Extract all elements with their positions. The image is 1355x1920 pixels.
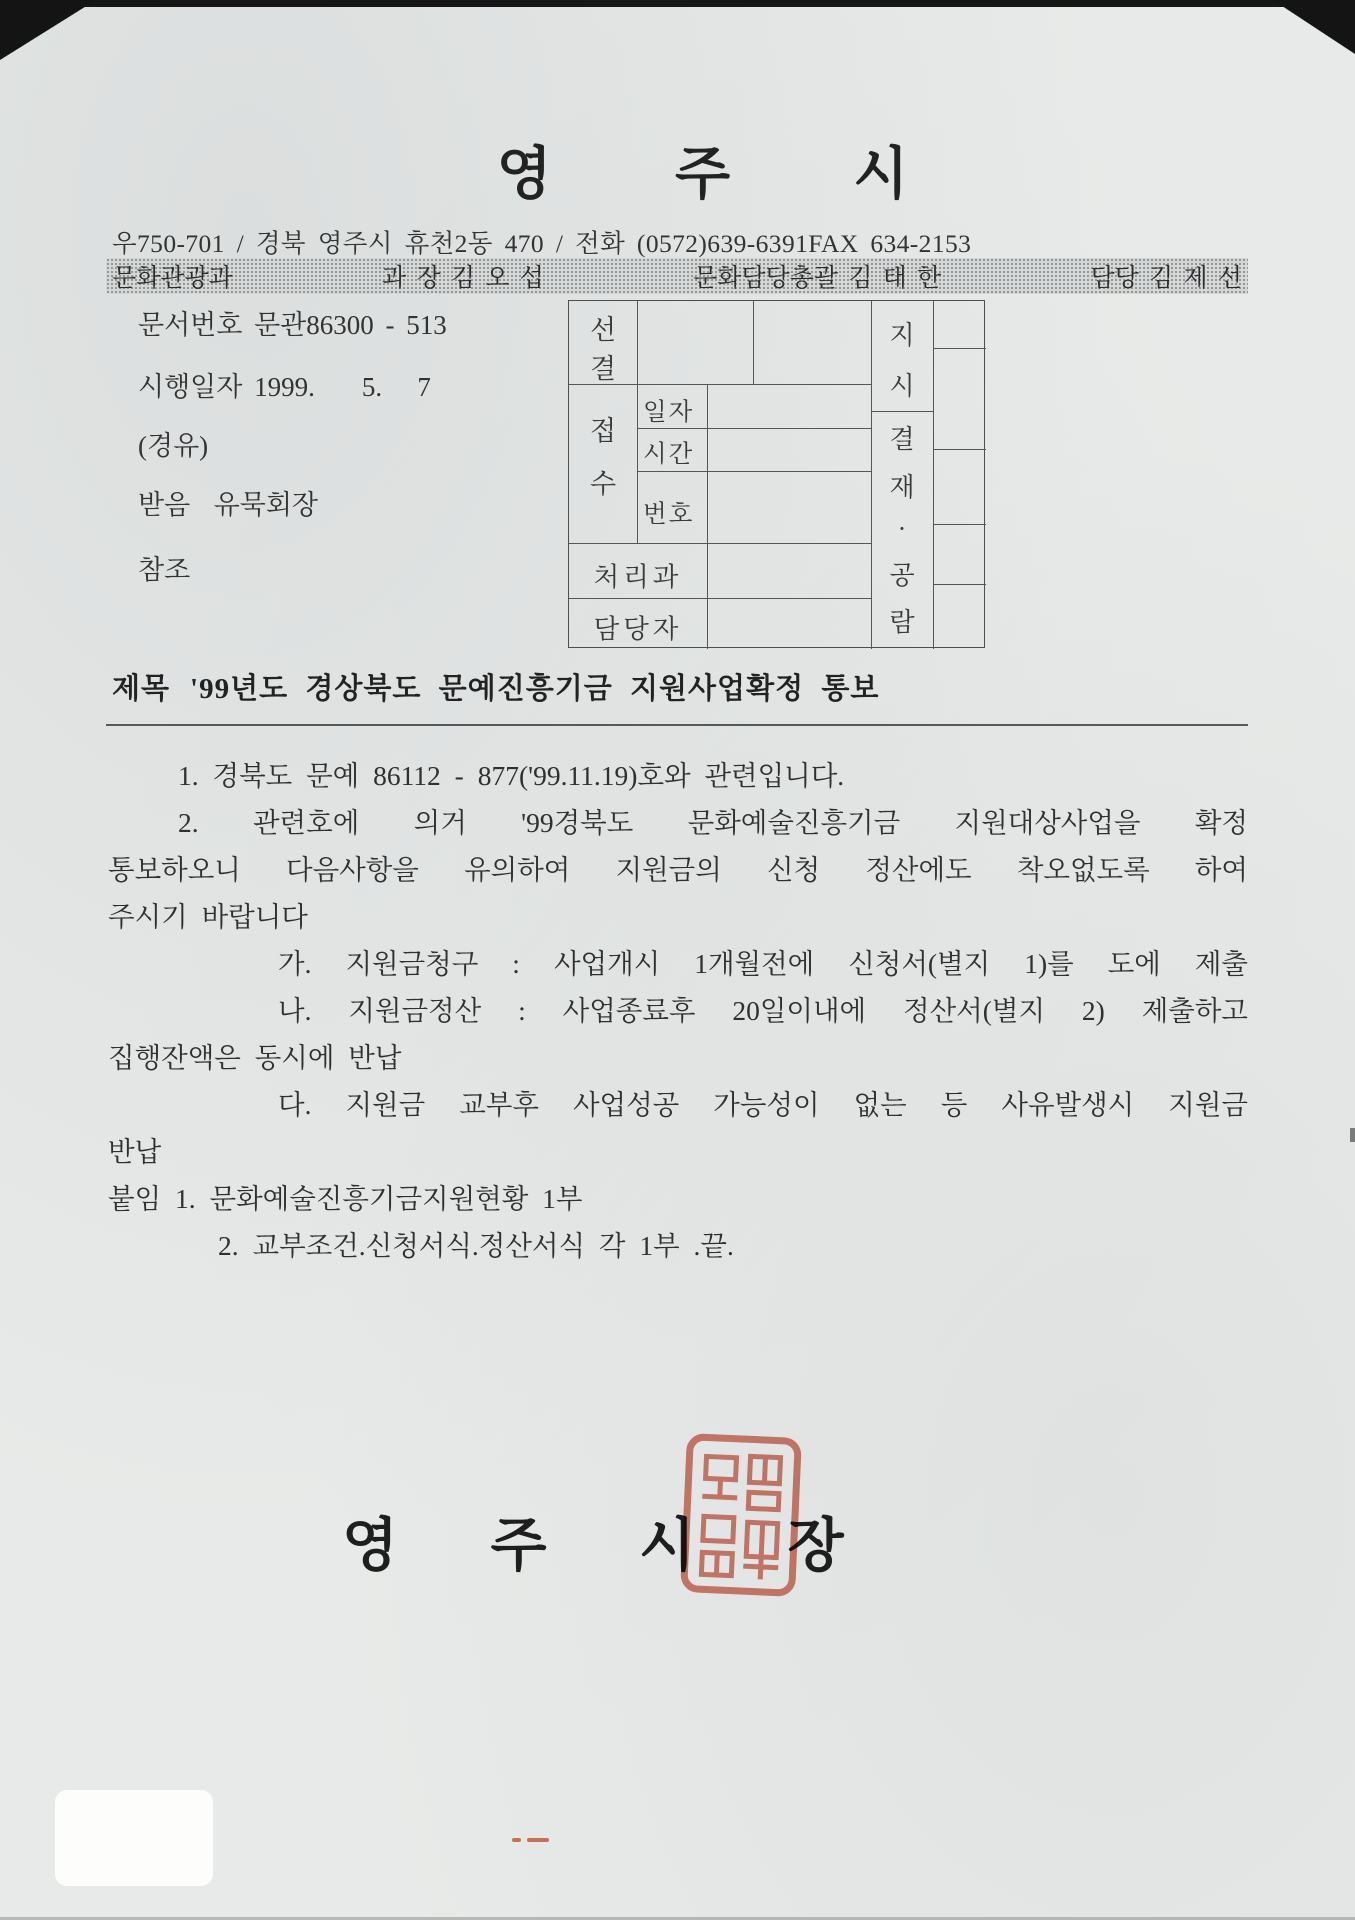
label-receipt-number: 번호: [643, 501, 695, 528]
table-rule: [753, 301, 754, 384]
table-rule: [933, 524, 986, 525]
body-line: 2. 교부조건.신청서식.정산서식 각 1부 .끝.: [218, 1230, 734, 1261]
scan-edge-mark: [1350, 1128, 1355, 1142]
staff-supervisor: 문화담당총괄 김 태 한: [693, 265, 942, 292]
label-pre-approval: [569, 308, 637, 384]
body-line: 통보하오니 다음사항을 유의하여 지원금의 신청 정산에도 착오없도록 하여: [108, 854, 1248, 885]
table-rule: [933, 301, 934, 649]
label-receipt: [569, 409, 637, 501]
body-line: 주시기 바랍니다: [108, 901, 308, 932]
table-rule: [569, 598, 871, 599]
table-rule: [569, 543, 871, 544]
label-receipt-time: 시간: [643, 441, 695, 468]
table-rule: [933, 449, 986, 450]
body-line: 다. 지원금 교부후 사업성공 가능성이 없는 등 사유발생시 지원금: [278, 1089, 1248, 1120]
label-char: 결: [889, 425, 915, 454]
doc-number-line: 문서번호 문관86300 - 513: [138, 310, 447, 340]
label-directive: [871, 315, 933, 403]
body-line: 나. 지원금정산 : 사업종료후 20일이내에 정산서(별지 2) 제출하고: [278, 995, 1248, 1026]
label-char: 수: [589, 469, 617, 499]
reference-line: 참조: [138, 555, 191, 585]
via-line: (경유): [138, 431, 209, 461]
label-char: 공: [889, 560, 915, 590]
label-char: 선: [589, 315, 617, 345]
label-processing-dept: 처리과: [593, 562, 683, 592]
label-char: 접: [589, 416, 617, 446]
organization-title: 영 주 시: [496, 143, 911, 206]
table-rule: [637, 428, 871, 429]
label-char: 시: [889, 372, 915, 401]
signature-mayor: 영 주 시 장: [342, 1513, 846, 1578]
subject-text: '99년도 경상북도 문예진흥기금 지원사업확정 통보: [190, 673, 880, 705]
staff-chief: 과 장 김 오 섭: [382, 265, 544, 292]
recipient-line: 받음 유묵회장: [138, 490, 318, 520]
approval-routing-table: [568, 300, 985, 648]
official-seal-stamp: [679, 1432, 804, 1599]
label-char: ·: [897, 514, 907, 543]
label-approval-circulation: [871, 419, 933, 639]
body-line: 2. 관련호에 의거 '99경북도 문화예술진흥기금 지원대상사업을 확정: [178, 807, 1248, 838]
table-rule: [707, 384, 708, 649]
table-rule: [933, 348, 986, 349]
red-pen-mark: [512, 1838, 521, 1842]
label-char: 지: [889, 321, 915, 350]
body-line: 가. 지원금청구 : 사업개시 1개월전에 신청서(별지 1)를 도에 제출: [278, 948, 1248, 979]
table-rule: [871, 411, 933, 412]
table-rule: [637, 301, 638, 543]
body-text: [108, 756, 1248, 1273]
body-line: 붙임 1. 문화예술진흥기금지원현황 1부: [108, 1183, 583, 1214]
letterhead-address-line: 우750-701 / 경북 영주시 휴천2동 470 / 전화 (0572)639-6391FAX 634-2153: [112, 229, 972, 258]
label-char: 결: [589, 354, 617, 384]
white-label-sticker: [55, 1790, 213, 1886]
subject-line: [112, 666, 879, 707]
body-line: 반납: [108, 1136, 162, 1167]
label-char: 재: [889, 472, 915, 502]
red-pen-mark: [527, 1838, 549, 1842]
subject-label: 제목: [112, 673, 171, 705]
subject-underline: [106, 724, 1248, 726]
table-rule: [637, 471, 871, 472]
label-officer: 담당자: [593, 614, 683, 644]
body-line: 1. 경북도 문예 86112 - 877('99.11.19)호와 관련입니다.: [178, 760, 845, 791]
staff-department: 문화관광과: [112, 265, 233, 292]
body-line: 집행잔액은 동시에 반납: [108, 1042, 402, 1073]
scan-corner-top-left: [0, 0, 96, 60]
label-receipt-date: 일자: [643, 399, 695, 426]
label-char: 람: [889, 608, 915, 637]
scan-corner-top-right: [1273, 0, 1355, 54]
table-rule: [933, 584, 986, 585]
staff-officer: 담당 김 제 선: [1090, 265, 1242, 292]
issue-date-line: 시행일자 1999. 5. 7: [138, 372, 431, 402]
staff-highlight-strip: [106, 258, 1248, 294]
scan-edge-top: [0, 0, 1355, 7]
